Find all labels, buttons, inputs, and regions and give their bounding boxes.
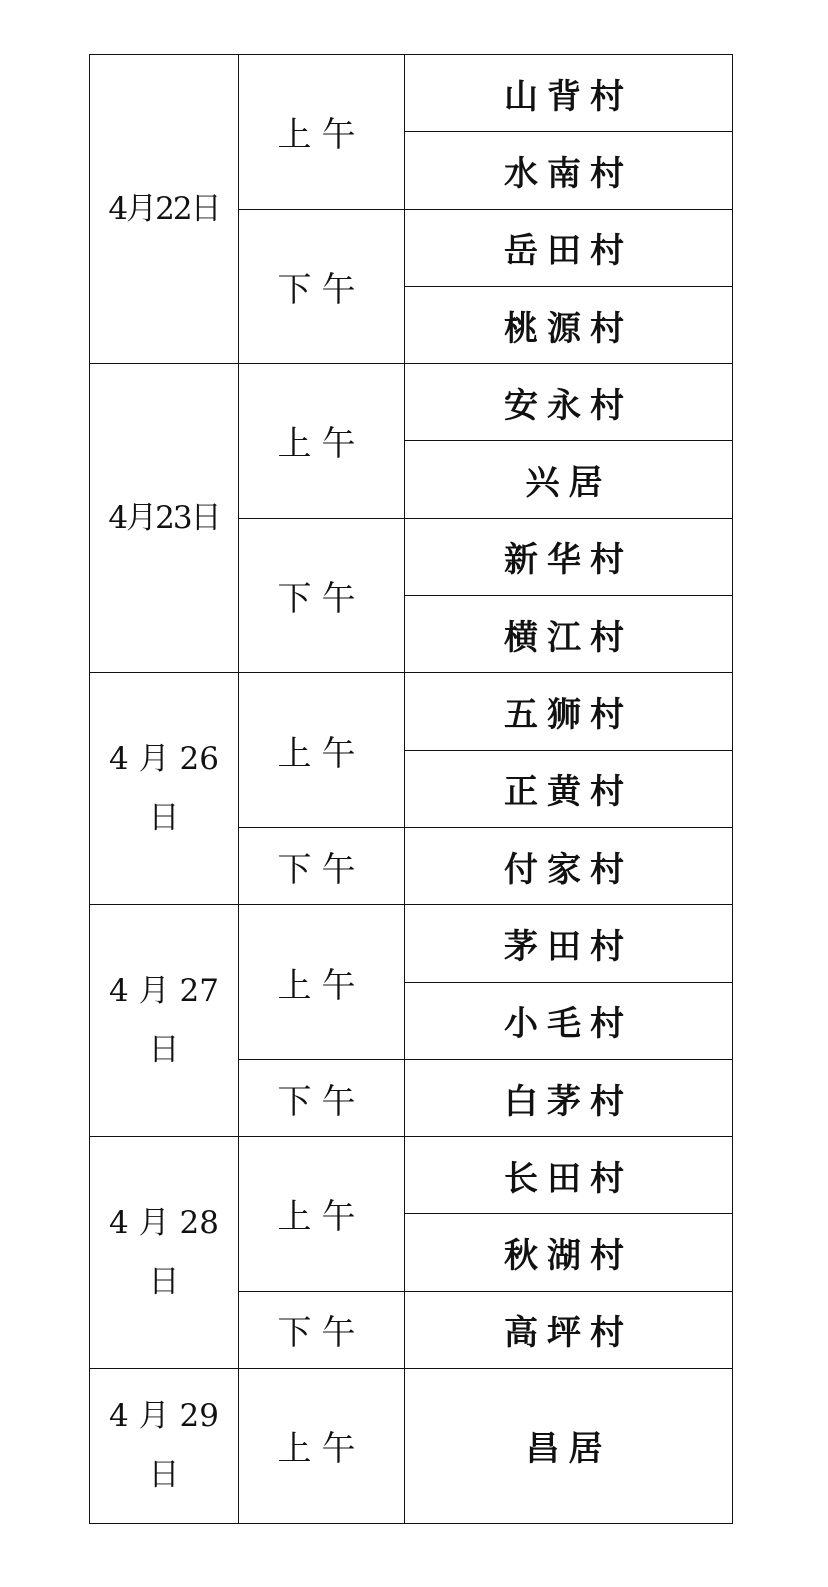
village-cell: 昌居 [405, 1369, 733, 1524]
date-label: 4月22日 [108, 190, 220, 227]
date-cell [90, 1369, 239, 1524]
village-cell: 岳田村 [405, 209, 733, 286]
period-cell: 下午 [239, 1059, 405, 1136]
date-cell [90, 55, 239, 364]
table-row [90, 364, 733, 441]
village-cell: 横江村 [405, 596, 733, 673]
period-cell: 上午 [239, 905, 405, 1060]
village-cell: 高坪村 [405, 1291, 733, 1368]
table-row [90, 905, 733, 982]
date-label: 4 月 27 日 [109, 972, 219, 1068]
period-cell: 上午 [239, 364, 405, 519]
table-row [90, 1137, 733, 1214]
date-cell [90, 905, 239, 1137]
village-cell: 茅田村 [405, 905, 733, 982]
date-cell [90, 1137, 239, 1369]
period-cell: 上午 [239, 55, 405, 210]
village-cell: 水南村 [405, 132, 733, 209]
period-cell: 上午 [239, 673, 405, 828]
village-cell: 小毛村 [405, 982, 733, 1059]
period-cell: 上午 [239, 1369, 405, 1524]
period-cell: 下午 [239, 1291, 405, 1368]
village-cell: 白茅村 [405, 1059, 733, 1136]
table-row [90, 673, 733, 750]
table-row [90, 55, 733, 132]
village-cell: 正黄村 [405, 750, 733, 827]
date-cell [90, 673, 239, 905]
village-cell: 五狮村 [405, 673, 733, 750]
date-label: 4 月 26 日 [109, 740, 219, 836]
period-cell: 下午 [239, 827, 405, 904]
village-cell: 长田村 [405, 1137, 733, 1214]
period-cell: 上午 [239, 1137, 405, 1292]
date-label: 4 月 28 日 [109, 1204, 219, 1300]
village-cell: 安永村 [405, 364, 733, 441]
date-label: 4 月 29 日 [109, 1397, 219, 1493]
village-cell: 付家村 [405, 827, 733, 904]
table-row [90, 1369, 733, 1524]
date-cell [90, 364, 239, 673]
period-cell: 下午 [239, 209, 405, 364]
village-cell: 新华村 [405, 518, 733, 595]
village-cell: 秋湖村 [405, 1214, 733, 1291]
village-cell: 兴居 [405, 441, 733, 518]
village-cell: 山背村 [405, 55, 733, 132]
period-cell: 下午 [239, 518, 405, 673]
village-cell: 桃源村 [405, 286, 733, 363]
schedule-table [89, 54, 733, 1524]
date-label: 4月23日 [108, 499, 220, 536]
